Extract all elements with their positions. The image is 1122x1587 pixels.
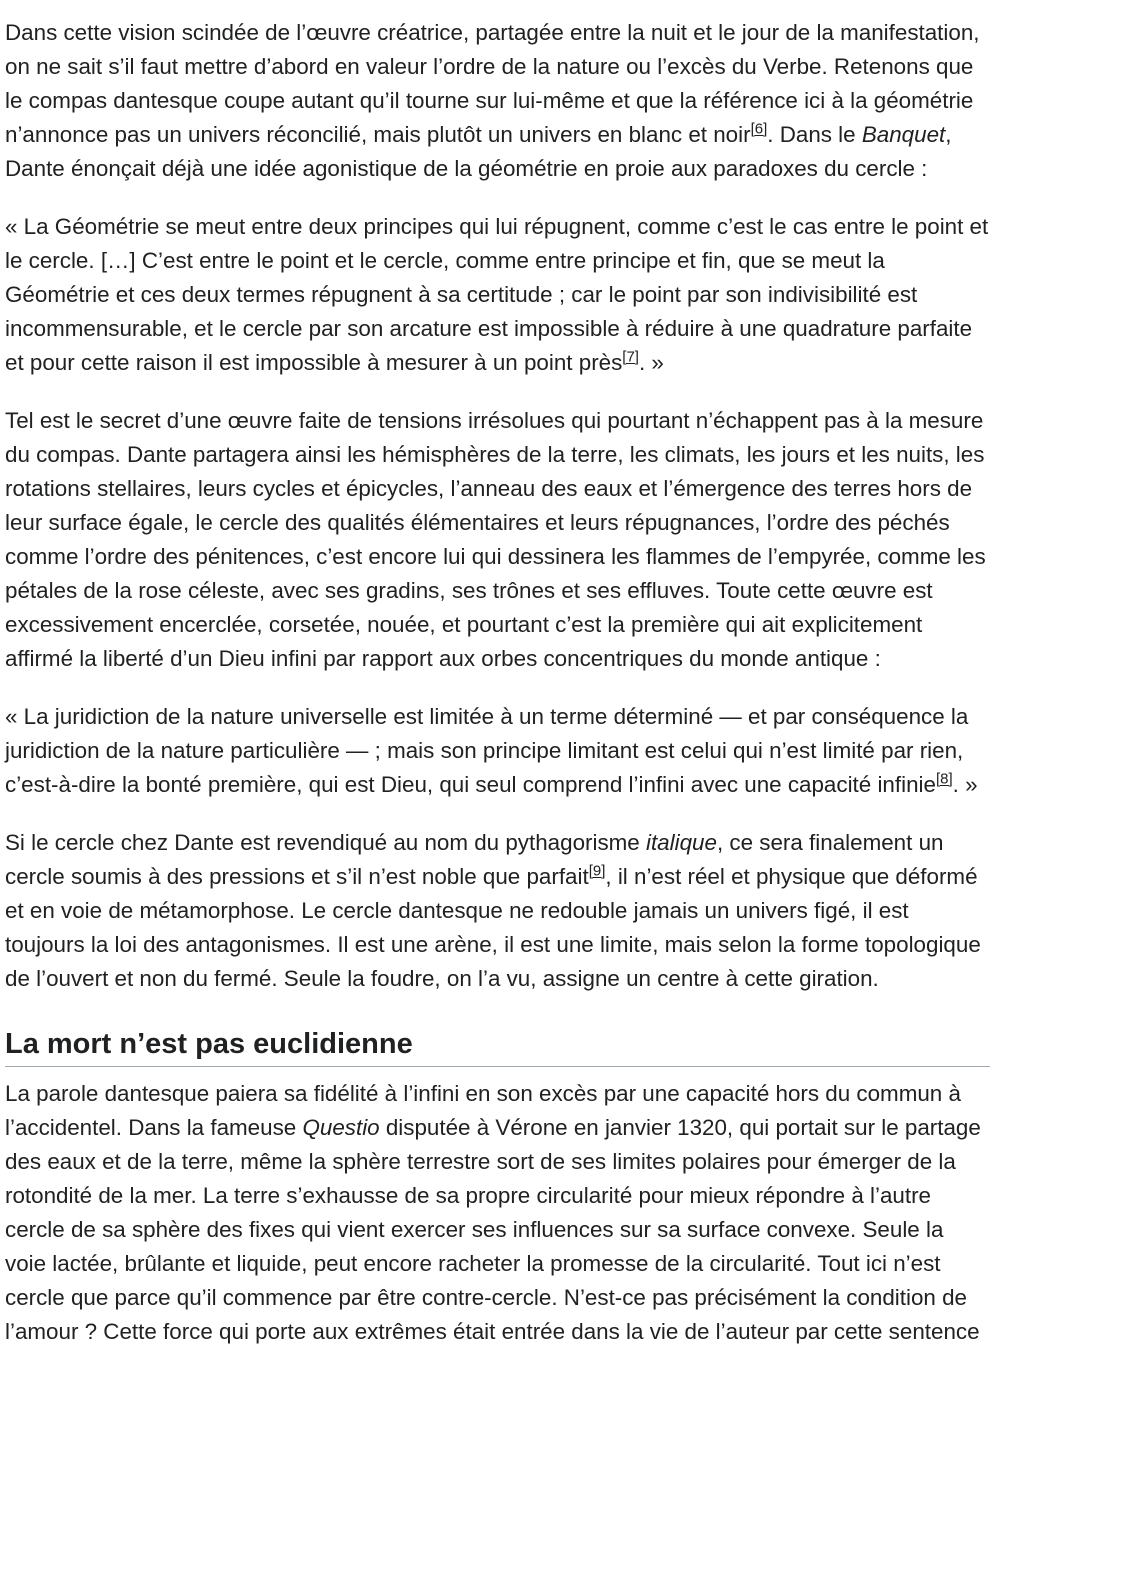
quote-1-text-a: « La Géométrie se meut entre deux principes qui lui répugnent, comme c’est le cas entre le point et le cercle. […] C’est entre le point et le cercle, comme entre principe et fin, que se meut la Géométrie et ces deux termes répugnent à sa certitude ; car le point par son indivisibilité est incommensurable, et le cercle par son arcature est impossible à réduire à une quadrature parfaite et pour cette raison il est impossible à mesurer à un point près — [5, 214, 989, 375]
quote-1-text-b: . » — [638, 350, 664, 375]
paragraph-4-text-a: La parole dantesque paiera sa fidélité à l’infini en son excès par une capacité hors du commun à l’accidentel. Dans la fameuse — [5, 1081, 961, 1140]
questio-title: Questio — [302, 1115, 380, 1140]
footnote-ref-7-link[interactable]: [7] — [622, 348, 639, 366]
footnote-ref-8-link[interactable]: [8] — [935, 770, 953, 788]
footnote-ref-9[interactable] — [589, 863, 606, 880]
paragraph-1-text-c: , Dante énonçait déjà une idée agonistique de la géométrie en proie aux paradoxes du cercle : — [5, 122, 952, 181]
quote-2-text-a: « La juridiction de la nature universelle est limitée à un terme déterminé — et par conséquence la juridiction de la nature particulière — ; mais son principe limitant est celui qui n’est limité par rien, c’est-à-dire la bonté première, qui est Dieu, qui seul comprend l’infini avec une capacité infinie — [5, 704, 969, 797]
footnote-ref-7[interactable] — [622, 349, 639, 366]
section-heading: La mort n’est pas euclidienne — [5, 1022, 990, 1067]
quote-2-text-b: . » — [952, 772, 978, 797]
italique-emphasis: italique — [645, 830, 717, 855]
article-body — [5, 16, 990, 1361]
footnote-ref-9-link[interactable]: [9] — [588, 862, 606, 880]
quote-2 — [5, 700, 990, 802]
quote-1 — [5, 210, 990, 380]
paragraph-1-text-b: . Dans le — [767, 122, 862, 147]
paragraph-1 — [5, 16, 990, 186]
paragraph-3 — [5, 826, 990, 996]
banquet-title: Banquet — [861, 122, 946, 147]
paragraph-4 — [5, 1077, 990, 1349]
paragraph-3-text-a: Si le cercle chez Dante est revendiqué au nom du pythagorisme — [5, 830, 646, 855]
paragraph-3-text-c: , il n’est réel et physique que déformé et en voie de métamorphose. Le cercle dantesque ne redouble jamais un univers figé, il est toujours la loi des antagonismes. Il est une arène, il est une limite, mais selon la forme topologique de l’ouvert et non du fermé. Seule la foudre, on l’a vu, assigne un centre à cette giration. — [5, 864, 981, 991]
paragraph-4-text-b: disputée à Vérone en janvier 1320, qui portait sur le partage des eaux et de la terre, même la sphère terrestre sort de ses limites polaires pour émerger de la rotondité de la mer. La terre s’exhausse de sa propre circularité pour mieux répondre à l’autre cercle de sa sphère des fixes qui vient exercer ses influences sur sa surface convexe. Seule la voie lactée, brûlante et liquide, peut encore racheter la promesse de la circularité. Tout ici n’est cercle que parce qu’il commence par être contre-cercle. N’est-ce pas précisément la condition de l’amour ? Cette force qui porte aux extrêmes était entrée dans la vie de l’auteur par cette sentence — [5, 1115, 981, 1344]
paragraph-2: Tel est le secret d’une œuvre faite de tensions irrésolues qui pourtant n’échappent pas à la mesure du compas. Dante partagera ainsi les hémisphères de la terre, les climats, les jours et les nuits, les rotations stellaires, leurs cycles et épicycles, l’anneau des eaux et l’émergence des terres hors de leur surface égale, le cercle des qualités élémentaires et leurs répugnances, l’ordre des péchés comme l’ordre des pénitences, c’est encore lui qui dessinera les flammes de l’empyrée, comme les pétales de la rose céleste, avec ses gradins, ses trônes et ses effluves. Toute cette œuvre est excessivement encerclée, corsetée, nouée, et pourtant c’est la première qui ait explicitement affirmé la liberté d’un Dieu infini par rapport aux orbes concentriques du monde antique : — [5, 408, 986, 671]
paragraph-3-text-b: , ce sera finalement un cercle soumis à des pressions et s’il n’est noble que parfait — [5, 830, 944, 889]
footnote-ref-8[interactable] — [936, 771, 953, 788]
footnote-ref-6-link[interactable]: [6] — [750, 120, 768, 138]
paragraph-1-text-a: Dans cette vision scindée de l’œuvre créatrice, partagée entre la nuit et le jour de la manifestation, on ne sait s’il faut mettre d’abord en valeur l’ordre de la nature ou l’excès du Verbe. Retenons que le compas dantesque coupe autant qu’il tourne sur lui-même et que la référence ici à la géométrie n’annonce pas un univers réconcilié, mais plutôt un univers en blanc et noir — [5, 20, 980, 147]
footnote-ref-6[interactable] — [751, 121, 768, 138]
